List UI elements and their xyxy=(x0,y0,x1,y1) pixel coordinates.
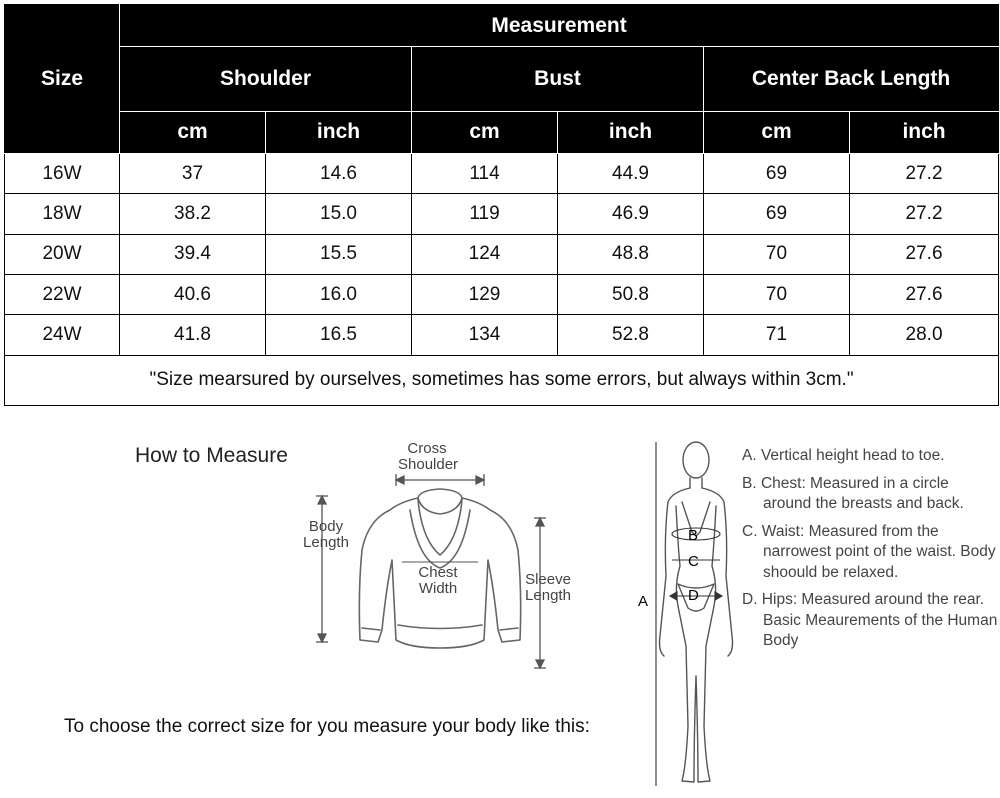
value-cell: 27.6 xyxy=(850,274,999,314)
unit-header: inch xyxy=(558,111,704,153)
body-figure-diagram xyxy=(636,436,740,796)
table-row xyxy=(5,234,999,274)
value-cell: 50.8 xyxy=(558,274,704,314)
value-cell: 16.0 xyxy=(266,274,412,314)
value-cell: 119 xyxy=(412,194,558,234)
center-back-length-header: Center Back Length xyxy=(704,47,999,111)
value-cell: 69 xyxy=(704,194,850,234)
figure-letter-a: A xyxy=(638,593,649,610)
size-cell: 18W xyxy=(5,194,120,234)
value-cell: 70 xyxy=(704,234,850,274)
value-cell: 69 xyxy=(704,154,850,194)
value-cell: 15.0 xyxy=(266,194,412,234)
size-cell: 22W xyxy=(5,274,120,314)
figure-letter-c: C xyxy=(688,553,699,570)
figure-letter-b: B xyxy=(688,527,699,544)
sweater-diagram xyxy=(300,440,570,680)
value-cell: 40.6 xyxy=(120,274,266,314)
size-cell: 24W xyxy=(5,315,120,355)
chest-width-label: Chest Width xyxy=(418,564,458,597)
how-to-measure-title: How to Measure xyxy=(135,444,288,467)
body-length-label: Body Length xyxy=(303,518,349,551)
table-row xyxy=(5,274,999,314)
guide-item-chest: B. Chest: Measured in a circle around the breasts and back. xyxy=(742,474,964,512)
guide-item-height: A. Vertical height head to toe. xyxy=(742,447,945,464)
unit-header: cm xyxy=(412,111,558,153)
measurement-header: Measurement xyxy=(120,5,999,47)
value-cell: 37 xyxy=(120,154,266,194)
value-cell: 28.0 xyxy=(850,315,999,355)
table-row xyxy=(5,194,999,234)
bust-header: Bust xyxy=(412,47,704,111)
value-cell: 16.5 xyxy=(266,315,412,355)
value-cell: 129 xyxy=(412,274,558,314)
measurement-note: "Size mearsured by ourselves, sometimes has some errors, but always within 3cm." xyxy=(5,355,999,405)
sleeve-length-label: Sleeve Length xyxy=(525,571,571,604)
value-cell: 27.2 xyxy=(850,154,999,194)
measurement-guide xyxy=(742,446,1000,659)
value-cell: 27.2 xyxy=(850,194,999,234)
value-cell: 27.6 xyxy=(850,234,999,274)
table-row xyxy=(5,315,999,355)
value-cell: 52.8 xyxy=(558,315,704,355)
value-cell: 44.9 xyxy=(558,154,704,194)
value-cell: 15.5 xyxy=(266,234,412,274)
sweater-collar xyxy=(418,489,462,514)
unit-header: cm xyxy=(120,111,266,153)
unit-header: inch xyxy=(850,111,999,153)
unit-header: inch xyxy=(266,111,412,153)
figure-letter-d: D xyxy=(688,587,699,604)
size-column-header: Size xyxy=(5,5,120,154)
value-cell: 134 xyxy=(412,315,558,355)
guide-item-waist: C. Waist: Measured from the narrowest point of the waist. Body shoould be relaxed. xyxy=(742,522,996,581)
size-cell: 16W xyxy=(5,154,120,194)
value-cell: 70 xyxy=(704,274,850,314)
size-chart-table xyxy=(4,4,999,406)
value-cell: 71 xyxy=(704,315,850,355)
value-cell: 38.2 xyxy=(120,194,266,234)
value-cell: 14.6 xyxy=(266,154,412,194)
value-cell: 39.4 xyxy=(120,234,266,274)
size-cell: 20W xyxy=(5,234,120,274)
value-cell: 124 xyxy=(412,234,558,274)
table-row xyxy=(5,154,999,194)
value-cell: 41.8 xyxy=(120,315,266,355)
unit-header: cm xyxy=(704,111,850,153)
value-cell: 114 xyxy=(412,154,558,194)
measure-instruction: To choose the correct size for you measure your body like this: xyxy=(64,716,590,737)
value-cell: 46.9 xyxy=(558,194,704,234)
shoulder-header: Shoulder xyxy=(120,47,412,111)
value-cell: 48.8 xyxy=(558,234,704,274)
guide-item-hips: D. Hips: Measured around the rear. Basic Meaurements of the Human Body xyxy=(742,591,998,649)
cross-shoulder-label: Cross Shoulder xyxy=(398,440,459,473)
